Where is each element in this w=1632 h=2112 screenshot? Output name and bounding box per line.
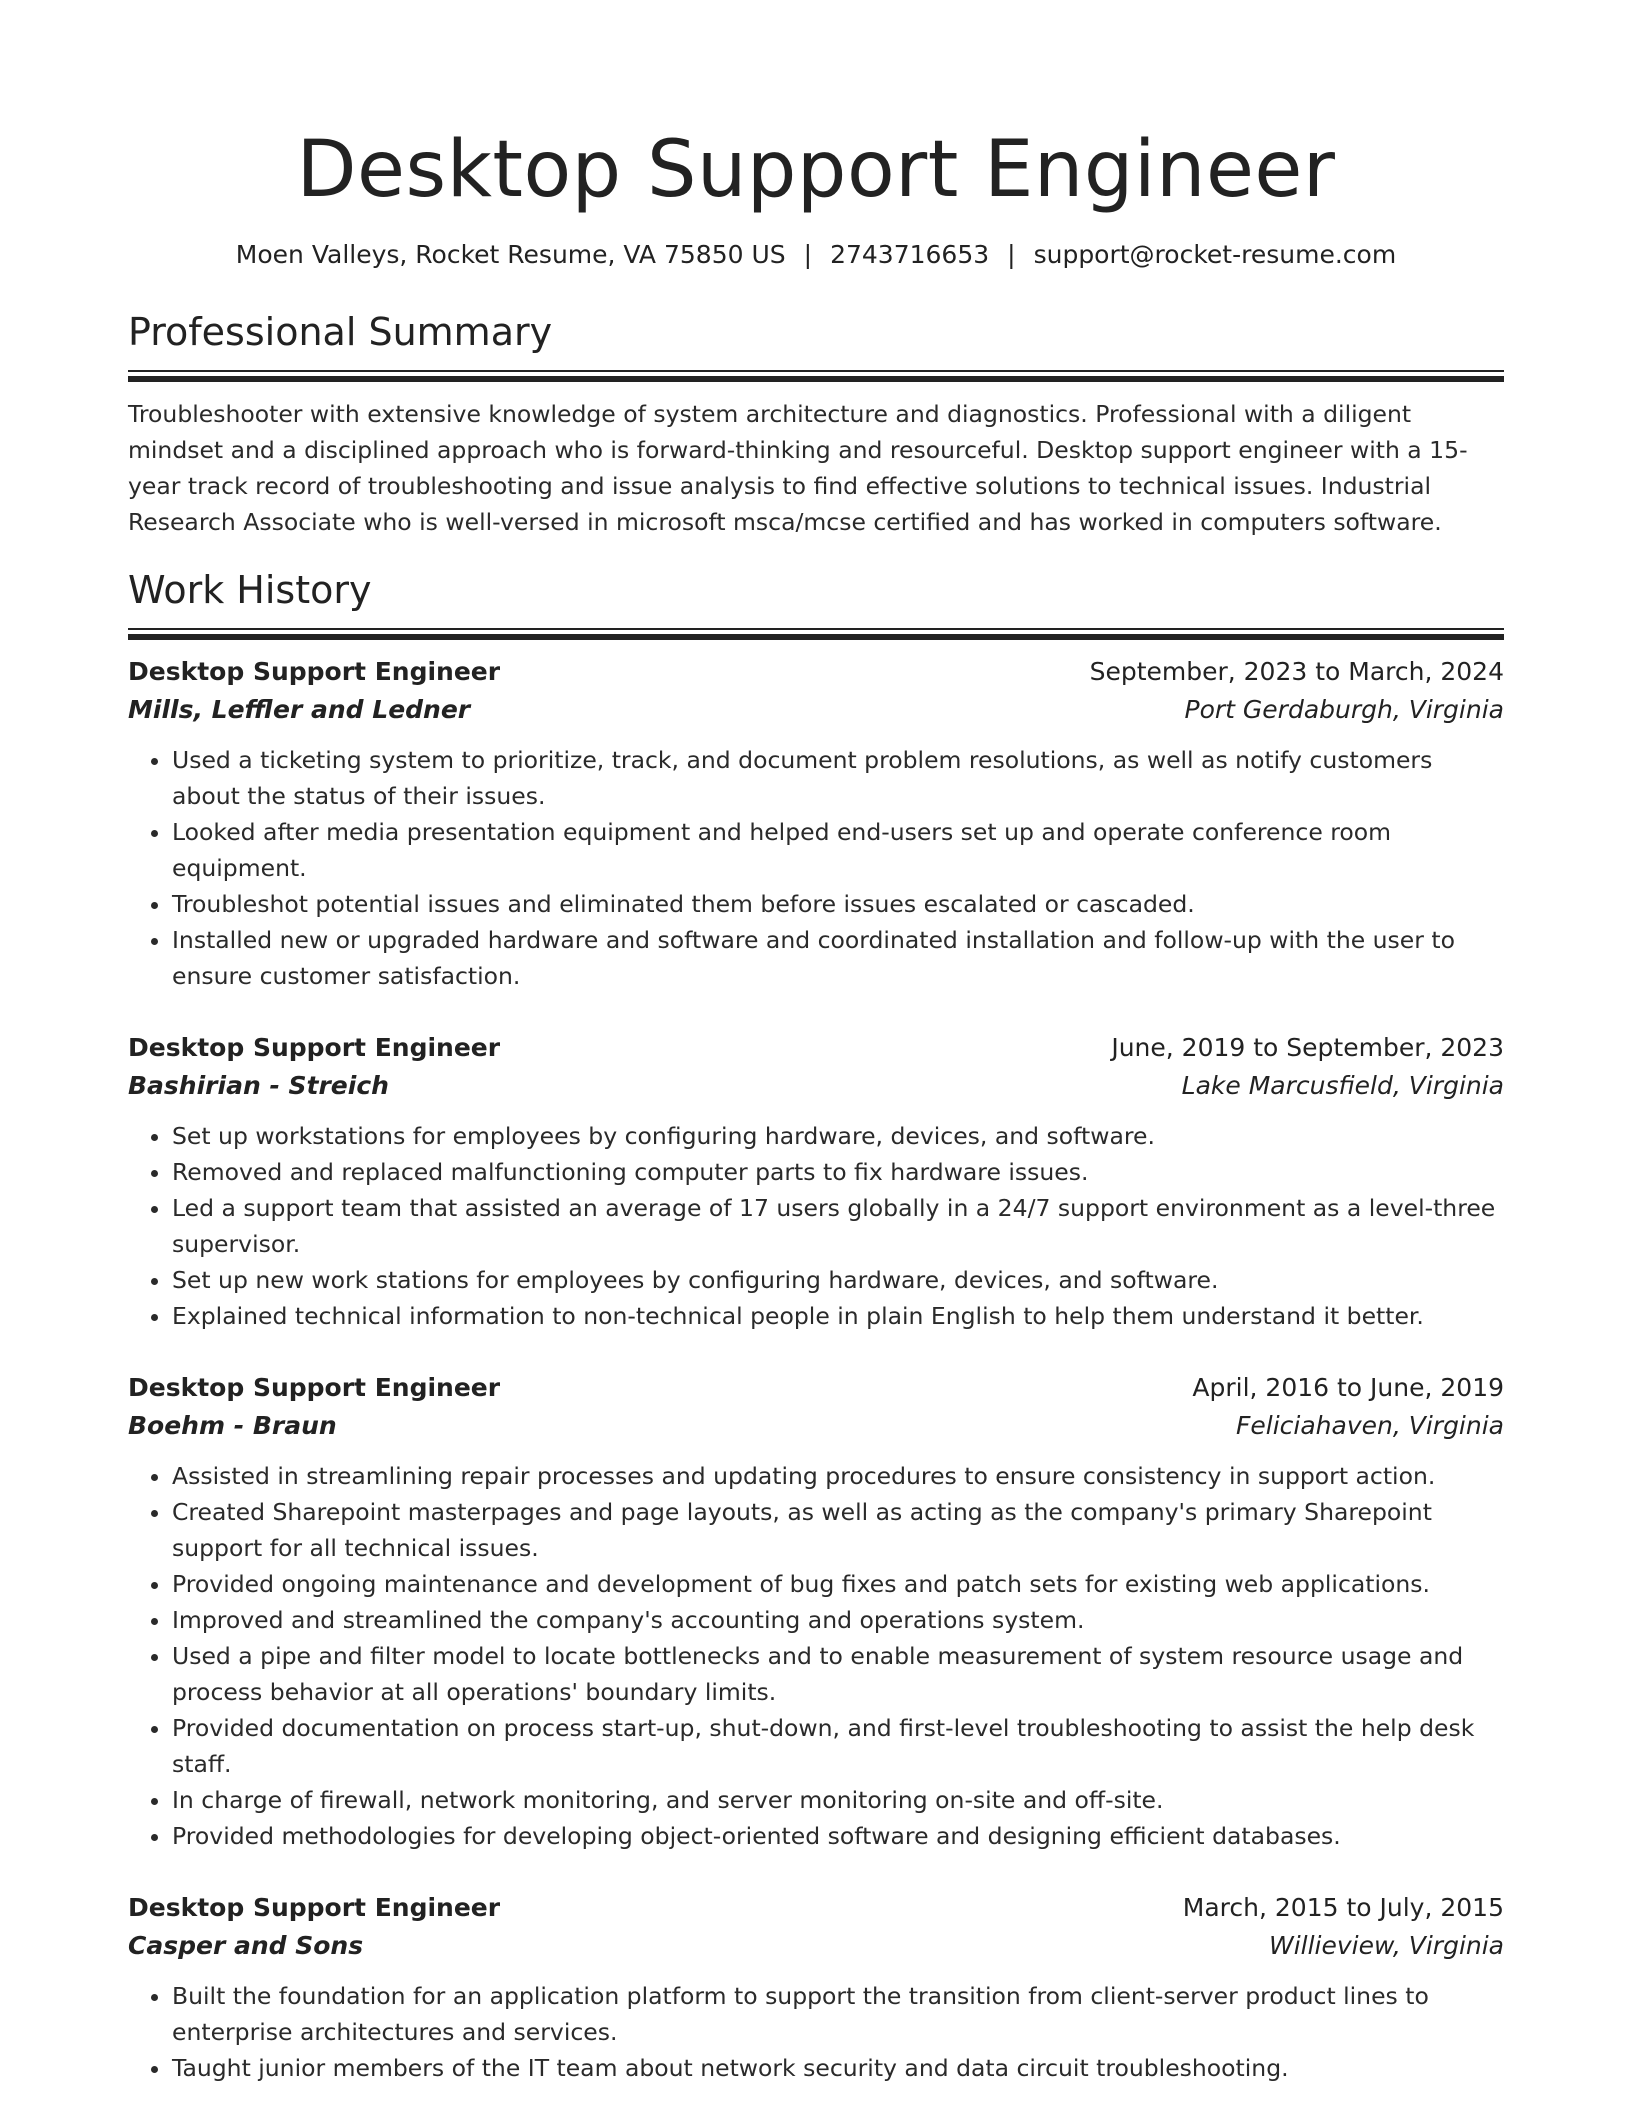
job-bullet: • Set up workstations for employees by configuring hardware, devices, and software. — [172, 1118, 1504, 1154]
work-history-list — [128, 654, 1504, 2086]
job-dates: September, 2023 to March, 2024 — [1089, 657, 1504, 686]
contact-phone: 2743716653 — [830, 240, 990, 269]
job-bullet: • Improved and streamlined the company's accounting and operations system. — [172, 1602, 1504, 1638]
job-header-row — [128, 654, 1504, 690]
job-bullet: • Explained technical information to non-technical people in plain English to help them understand it better. — [172, 1298, 1504, 1334]
job-bullet: • Assisted in streamlining repair processes and updating procedures to ensure consistency in support action. — [172, 1458, 1504, 1494]
job-bullet-list — [128, 1118, 1504, 1334]
job-dates: March, 2015 to July, 2015 — [1182, 1893, 1504, 1922]
job-bullet: • Led a support team that assisted an average of 17 users globally in a 24/7 support environment as a level-three supervisor. — [172, 1190, 1504, 1262]
contact-separator: | — [1007, 240, 1016, 269]
job-header-row — [128, 1370, 1504, 1406]
section-divider — [128, 370, 1504, 382]
job-company-row — [128, 1926, 1504, 1966]
resume-title: Desktop Support Engineer — [296, 125, 1336, 215]
job-bullet: • In charge of firewall, network monitoring, and server monitoring on-site and off-site. — [172, 1782, 1504, 1818]
job-bullet: • Provided documentation on process start-up, shut-down, and first-level troubleshooting to assist the help desk staff. — [172, 1710, 1504, 1782]
job-bullet: • Used a pipe and filter model to locate bottlenecks and to enable measurement of system resource usage and process behavior at all operations' boundary limits. — [172, 1638, 1504, 1710]
job-title: Desktop Support Engineer — [128, 1893, 501, 1922]
job-bullet-list — [128, 1458, 1504, 1854]
job-bullet: • Created Sharepoint masterpages and page layouts, as well as acting as the company's primary Sharepoint support for all technical issues. — [172, 1494, 1504, 1566]
job-bullet-list — [128, 1978, 1504, 2086]
job-title: Desktop Support Engineer — [128, 657, 501, 686]
job-bullet: • Troubleshot potential issues and eliminated them before issues escalated or cascaded. — [172, 886, 1504, 922]
job-bullet: • Used a ticketing system to prioritize, track, and document problem resolutions, as well as notify customers about the status of their issues. — [172, 742, 1504, 814]
job-company: Boehm - Braun — [128, 1411, 337, 1440]
job-company-row — [128, 1406, 1504, 1446]
job-dates: April, 2016 to June, 2019 — [1192, 1373, 1504, 1402]
job-header-row — [128, 1890, 1504, 1926]
contact-email: support@rocket-resume.com — [1033, 240, 1397, 269]
job-bullet: • Removed and replaced malfunctioning computer parts to fix hardware issues. — [172, 1154, 1504, 1190]
job-bullet-list — [128, 742, 1504, 994]
job-location: Willieview, Virginia — [1269, 1931, 1504, 1960]
job-entry — [128, 654, 1504, 994]
job-bullet: • Installed new or upgraded hardware and software and coordinated installation and follow-up with the user to ensure customer satisfaction. — [172, 922, 1504, 994]
summary-heading: Professional Summary — [128, 310, 553, 354]
job-bullet: • Built the foundation for an application platform to support the transition from client-server product lines to enterprise architectures and services. — [172, 1978, 1504, 2050]
job-location: Feliciahaven, Virginia — [1236, 1411, 1504, 1440]
job-title: Desktop Support Engineer — [128, 1373, 501, 1402]
job-entry — [128, 1030, 1504, 1334]
job-location: Port Gerdaburgh, Virginia — [1184, 695, 1504, 724]
job-bullet: • Looked after media presentation equipment and helped end-users set up and operate conference room equipment. — [172, 814, 1504, 886]
section-divider — [128, 628, 1504, 640]
job-title: Desktop Support Engineer — [128, 1033, 501, 1062]
job-company: Bashirian - Streich — [128, 1071, 389, 1100]
job-location: Lake Marcusfield, Virginia — [1181, 1071, 1504, 1100]
contact-address: Moen Valleys, Rocket Resume, VA 75850 US — [235, 240, 786, 269]
job-bullet: • Provided methodologies for developing object-oriented software and designing efficient databases. — [172, 1818, 1504, 1854]
contact-line — [128, 238, 1504, 272]
job-company-row — [128, 1066, 1504, 1106]
job-company-row — [128, 690, 1504, 730]
job-header-row — [128, 1030, 1504, 1066]
work-history-heading: Work History — [128, 568, 372, 612]
summary-text: Troubleshooter with extensive knowledge of system architecture and diagnostics. Professional with a diligent mindset and a disciplined approach who is forward-thinking and resourceful. Desktop support engineer with a 15-year track record of troubleshooting and issue analysis to find effective solutions to technical issues. Industrial Research Associate who is well-versed in microsoft msca/mcse certified and has worked in computers software. — [128, 400, 1468, 536]
job-entry — [128, 1890, 1504, 2086]
job-dates: June, 2019 to September, 2023 — [1111, 1033, 1504, 1062]
job-company: Mills, Leffler and Ledner — [128, 695, 471, 724]
job-bullet: • Provided ongoing maintenance and development of bug fixes and patch sets for existing web applications. — [172, 1566, 1504, 1602]
job-bullet: • Taught junior members of the IT team about network security and data circuit troubleshooting. — [172, 2050, 1504, 2086]
job-company: Casper and Sons — [128, 1931, 364, 1960]
contact-separator: | — [803, 240, 813, 269]
job-entry — [128, 1370, 1504, 1854]
job-bullet: • Set up new work stations for employees by configuring hardware, devices, and software. — [172, 1262, 1504, 1298]
